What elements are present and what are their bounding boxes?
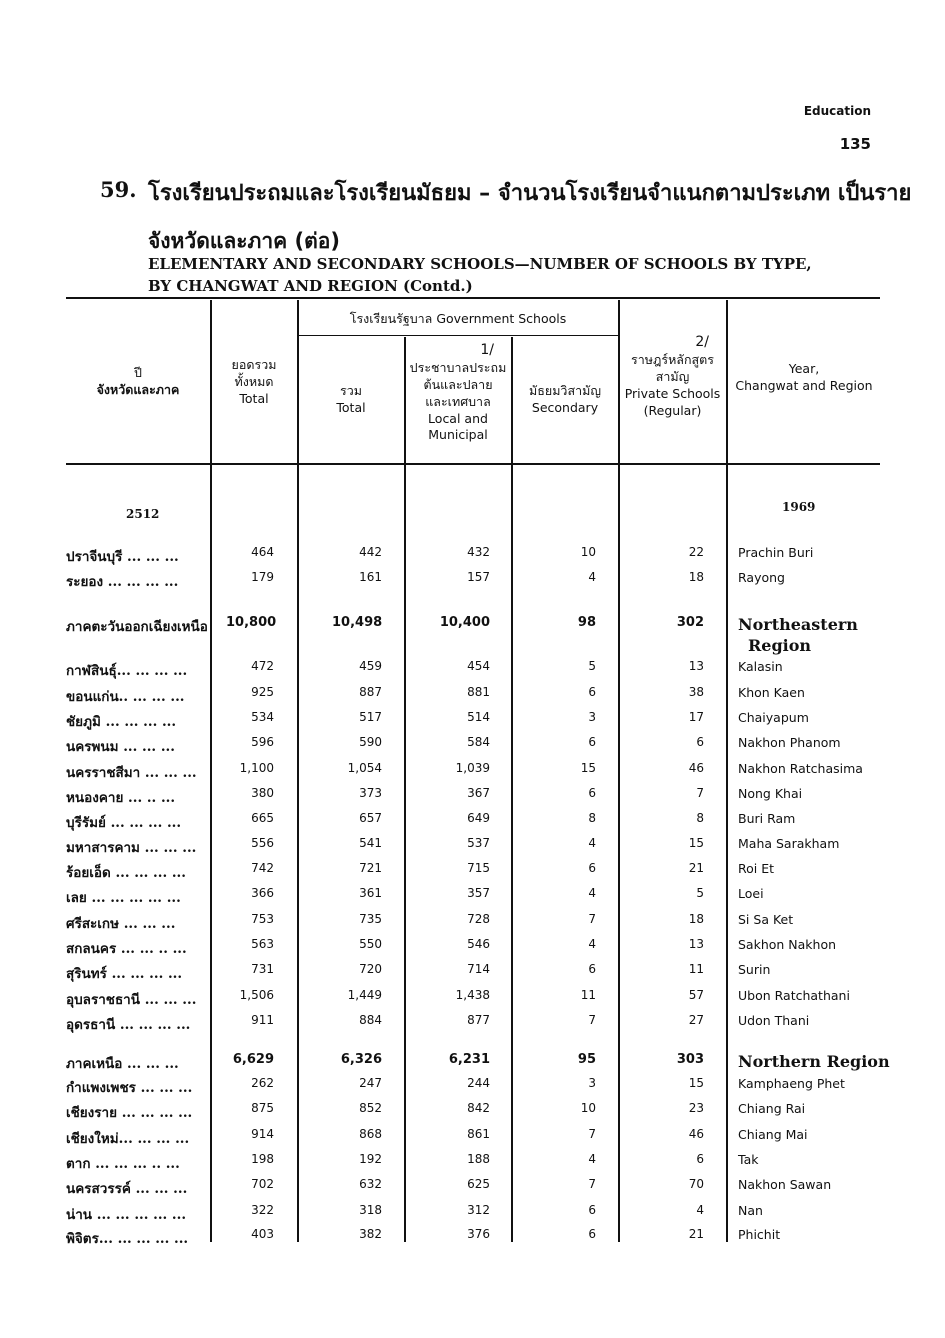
table-row [66,545,880,569]
private-cell: 27 [688,1013,704,1027]
local-municipal-cell: 514 [467,710,490,724]
secondary-cell: 95 [577,1052,596,1067]
local-municipal-cell: 357 [467,886,490,900]
gov-total-cell: 442 [359,545,382,559]
local-thai2: ต้นและปลาย [423,376,493,392]
grand-total-cell: 179 [251,570,274,584]
table-row [66,786,880,810]
table-row [66,1013,880,1037]
changwat-en-label: Changwat and Region [735,377,873,393]
grand-total-cell: 665 [251,811,274,825]
private-cell: 57 [688,988,704,1002]
secondary-cell: 7 [588,1013,596,1027]
changwat-en-cell: Northern Region [738,1052,890,1071]
table-row [66,1203,880,1227]
gov-total-cell: 1,054 [347,761,382,775]
grand-total-thai: ยอดรวม [231,357,277,372]
changwat-thai-cell: กำแพงเพชร ... ... ... [66,1080,193,1096]
changwat-en-cell: Sakhon Nakhon [738,937,837,952]
local-municipal-cell: 728 [467,912,490,926]
grand-total-cell: 464 [251,545,274,559]
grand-total-cell: 753 [251,912,274,926]
changwat-thai-cell: นครราชสีมา ... ... ... [66,765,197,781]
secondary-cell: 98 [577,615,596,630]
secondary-cell: 4 [588,886,596,900]
thai-title-line2: จังหวัดและภาค (ต่อ) [148,229,340,253]
changwat-en-cell: Buri Ram [738,811,796,826]
local-municipal-cell: 157 [467,570,490,584]
gov-total-cell: 887 [359,685,382,699]
private-cell: 21 [688,1227,704,1241]
grand-total-cell: 198 [251,1152,274,1166]
changwat-en-cell: Loei [738,886,764,901]
changwat-en-cell: Chaiyapum [738,710,809,725]
local-thai3: และเทศบาล [425,393,491,409]
changwat-en-cell: Nan [738,1203,763,1218]
region-name-line2: Region [748,635,812,655]
region-row [66,615,880,655]
grand-total-cell: 563 [251,937,274,951]
col-header-gov-group: โรงเรียนรัฐบาล Government Schools [349,311,567,326]
col-header-private [620,333,725,419]
grand-total-cell: 472 [251,659,274,673]
local-municipal-cell: 584 [467,735,490,749]
gov-total-cell: 657 [359,811,382,825]
gov-total-cell: 318 [359,1203,382,1217]
secondary-cell: 4 [588,570,596,584]
page-number: 135 [839,135,871,153]
changwat-thai-cell: สกลนคร ... ... .. ... [66,941,187,957]
private-cell: 38 [688,685,704,699]
changwat-thai-cell: อุดรธานี ... ... ... ... [66,1017,191,1033]
changwat-en-cell: Tak [738,1152,759,1167]
secondary-thai: มัธยมวิสามัญ [529,383,601,398]
changwat-thai-cell: ปราจีนบุรี ... ... ... [66,549,179,565]
private-thai1: ราษฎร์หลักสูตร [630,351,714,367]
table-row [66,886,880,910]
private-thai2: สามัญ [655,368,690,384]
local-municipal-cell: 649 [467,811,490,825]
table-row [66,710,880,734]
gov-total-cell: 161 [359,570,382,584]
changwat-thai-cell: ชัยภูมิ ... ... ... ... [66,714,177,730]
changwat-en-cell: Roi Et [738,861,775,876]
gov-total-cell: 247 [359,1076,382,1090]
local-municipal-cell: 625 [467,1177,490,1191]
secondary-cell: 15 [580,761,596,775]
changwat-thai-cell: ตาก ... ... ... .. ... [66,1156,180,1172]
grand-total-cell: 10,800 [226,615,277,630]
changwat-thai-cell: กาฬสินธุ์... ... ... ... [66,663,188,679]
gov-total-cell: 632 [359,1177,382,1191]
gov-total-en: Total [336,399,366,415]
changwat-thai-cell: ร้อยเอ็ด ... ... ... ... [66,865,186,881]
private-cell: 46 [688,761,704,775]
col-header-changwat-en [728,361,880,395]
grand-total-cell: 366 [251,886,274,900]
english-title-line2: BY CHANGWAT AND REGION (Contd.) [148,277,473,295]
grand-total-cell: 403 [251,1227,274,1241]
grand-total-cell: 925 [251,685,274,699]
local-municipal-cell: 877 [467,1013,490,1027]
secondary-cell: 4 [588,836,596,850]
grand-total-cell: 702 [251,1177,274,1191]
changwat-thai-cell: หนองคาย ... .. ... [66,790,176,806]
schools-table [66,297,890,1247]
private-cell: 18 [688,912,704,926]
changwat-thai-cell: ภาคตะวันออกเฉียงเหนือ [66,619,208,635]
changwat-thai-cell: นครพนม ... ... ... [66,739,175,755]
table-row [66,570,880,594]
changwat-thai-cell: ขอนแก่น.. ... ... ... [66,689,185,705]
local-municipal-cell: 715 [467,861,490,875]
grand-total-cell: 262 [251,1076,274,1090]
private-cell: 4 [696,1203,704,1217]
secondary-cell: 6 [588,786,596,800]
table-row [66,861,880,885]
private-cell: 15 [688,836,704,850]
gov-total-thai: รวม [340,383,362,398]
changwat-en-cell: Nakhon Phanom [738,735,841,750]
changwat-en-cell: Si Sa Ket [738,912,794,927]
table-row [66,1227,880,1251]
changwat-thai-cell: นครสวรรค์ ... ... ... [66,1181,188,1197]
changwat-thai-label: จังหวัดและภาค [96,381,180,397]
changwat-en-cell: Udon Thani [738,1013,810,1028]
secondary-cell: 5 [588,659,596,673]
english-title-line1: ELEMENTARY AND SECONDARY SCHOOLS—NUMBER OF SCHOOLS BY TYPE, [148,255,812,273]
year-thai: 2512 [126,507,160,521]
private-cell: 8 [696,811,704,825]
changwat-en-cell: Ubon Ratchathani [738,988,850,1003]
year-thai-label: ปี [134,365,142,380]
table-row [66,1127,880,1151]
changwat-thai-cell: เชียงราย ... ... ... ... [66,1105,193,1121]
gov-total-cell: 10,498 [332,615,383,630]
private-cell: 5 [696,886,704,900]
private-cell: 18 [688,570,704,584]
local-en1: Local and [428,410,488,426]
private-cell: 302 [676,615,704,630]
grand-total-cell: 596 [251,735,274,749]
private-cell: 46 [688,1127,704,1141]
year-en-label: Year, [788,361,820,376]
gov-total-cell: 6,326 [340,1052,382,1067]
changwat-en-cell: Rayong [738,570,785,585]
secondary-cell: 7 [588,912,596,926]
footnote-2: 2/ [695,334,709,350]
private-cell: 15 [688,1076,704,1090]
changwat-thai-cell: ภาคเหนือ ... ... ... [66,1056,179,1072]
table-number: 59. [100,177,137,202]
secondary-cell: 8 [588,811,596,825]
table-row [66,811,880,835]
local-municipal-cell: 367 [467,786,490,800]
changwat-en-cell: Surin [738,962,771,977]
secondary-cell: 7 [588,1127,596,1141]
thai-title-line1: โรงเรียนประถมและโรงเรียนมัธยม – จำนวนโรงเรียนจำแนกตามประเภท เป็นราย [148,181,912,206]
secondary-cell: 6 [588,685,596,699]
local-municipal-cell: 842 [467,1101,490,1115]
col-header-local [406,341,510,444]
gov-total-cell: 721 [359,861,382,875]
local-municipal-cell: 1,438 [455,988,490,1002]
grand-total-cell: 6,629 [232,1052,274,1067]
year-en: 1969 [782,500,816,514]
grand-total-cell: 914 [251,1127,274,1141]
table-row [66,962,880,986]
gov-total-cell: 852 [359,1101,382,1115]
secondary-cell: 10 [580,1101,596,1115]
grand-total-cell: 875 [251,1101,274,1115]
gov-total-cell: 1,449 [347,988,382,1002]
secondary-cell: 4 [588,937,596,951]
local-municipal-cell: 454 [467,659,490,673]
local-municipal-cell: 714 [467,962,490,976]
local-municipal-cell: 537 [467,836,490,850]
col-header-secondary [513,383,617,417]
grand-total-cell: 556 [251,836,274,850]
local-municipal-cell: 546 [467,937,490,951]
changwat-en-cell: Nakhon Sawan [738,1177,832,1192]
table-row [66,836,880,860]
changwat-thai-cell: มหาสารคาม ... ... ... [66,840,197,856]
grand-total-cell: 1,100 [239,761,274,775]
changwat-thai-cell: สุรินทร์ ... ... ... ... [66,966,183,982]
local-municipal-cell: 1,039 [455,761,490,775]
gov-group-rule [298,335,618,336]
changwat-en-cell: Phichit [738,1227,781,1242]
gov-total-cell: 361 [359,886,382,900]
private-cell: 22 [688,545,704,559]
gov-total-cell: 459 [359,659,382,673]
secondary-cell: 6 [588,1227,596,1241]
changwat-en-cell: Kalasin [738,659,783,674]
table-row [66,761,880,785]
private-cell: 70 [688,1177,704,1191]
private-cell: 21 [688,861,704,875]
changwat-thai-cell: พิจิตร... ... ... ... ... [66,1231,189,1247]
secondary-cell: 11 [580,988,596,1002]
table-row [66,685,880,709]
grand-total-cell: 911 [251,1013,274,1027]
table-row [66,912,880,936]
col-header-grand-total [212,357,296,408]
grand-total-en: Total [239,390,269,406]
grand-total-cell: 1,506 [239,988,274,1002]
changwat-en-cell: Kamphaeng Phet [738,1076,845,1091]
table-row [66,735,880,759]
gov-total-cell: 550 [359,937,382,951]
secondary-cell: 3 [588,710,596,724]
gov-total-cell: 373 [359,786,382,800]
table-row [66,937,880,961]
section-title: Education [803,104,871,118]
local-municipal-cell: 244 [467,1076,490,1090]
table-row [66,659,880,683]
local-municipal-cell: 312 [467,1203,490,1217]
changwat-thai-cell: ระยอง ... ... ... ... [66,574,179,590]
table-row [66,988,880,1012]
local-municipal-cell: 10,400 [439,615,490,630]
grand-total-cell: 742 [251,861,274,875]
grand-total-cell: 534 [251,710,274,724]
secondary-cell: 6 [588,861,596,875]
header-bottom-rule [66,463,880,465]
gov-total-cell: 192 [359,1152,382,1166]
changwat-thai-cell: อุบลราชธานี ... ... ... [66,992,197,1008]
secondary-en: Secondary [531,399,599,415]
secondary-cell: 7 [588,1177,596,1191]
changwat-thai-cell: เลย ... ... ... ... ... [66,890,181,906]
private-cell: 23 [688,1101,704,1115]
grand-total-cell: 322 [251,1203,274,1217]
region-row [66,1052,890,1076]
region-name-line1: Northeastern [738,615,858,634]
local-municipal-cell: 6,231 [448,1052,490,1067]
gov-total-cell: 868 [359,1127,382,1141]
col-header-changwat-thai [66,365,210,399]
changwat-en-cell: Maha Sarakham [738,836,840,851]
changwat-thai-cell: น่าน ... ... ... ... ... [66,1207,187,1223]
local-municipal-cell: 188 [467,1152,490,1166]
grand-total-thai2: ทั้งหมด [234,373,274,389]
secondary-cell: 4 [588,1152,596,1166]
private-cell: 303 [676,1052,704,1067]
private-cell: 17 [688,710,704,724]
changwat-en-cell: Nakhon Ratchasima [738,761,863,776]
private-en1: Private Schools [624,385,721,401]
gov-total-cell: 382 [359,1227,382,1241]
table-row [66,1101,880,1125]
changwat-thai-cell: ศรีสะเกษ ... ... ... [66,916,176,932]
private-cell: 6 [696,735,704,749]
table-top-rule [66,297,880,299]
changwat-thai-cell: บุรีรัมย์ ... ... ... ... [66,815,182,831]
gov-total-cell: 590 [359,735,382,749]
table-row [66,1177,880,1201]
col-header-gov-total [298,383,404,417]
grand-total-cell: 380 [251,786,274,800]
local-municipal-cell: 861 [467,1127,490,1141]
changwat-en-cell: Chiang Mai [738,1127,808,1142]
secondary-cell: 6 [588,1203,596,1217]
gov-total-cell: 720 [359,962,382,976]
gov-total-cell: 541 [359,836,382,850]
secondary-cell: 6 [588,735,596,749]
changwat-en-cell: Khon Kaen [738,685,805,700]
gov-total-cell: 735 [359,912,382,926]
grand-total-cell: 731 [251,962,274,976]
private-cell: 13 [688,659,704,673]
gov-total-cell: 884 [359,1013,382,1027]
table-row [66,1152,880,1176]
private-cell: 13 [688,937,704,951]
local-en2: Municipal [428,427,488,443]
gov-total-cell: 517 [359,710,382,724]
secondary-cell: 10 [580,545,596,559]
private-en2: (Regular) [643,402,702,418]
secondary-cell: 3 [588,1076,596,1090]
table-row [66,1076,880,1100]
local-municipal-cell: 881 [467,685,490,699]
footnote-1: 1/ [480,342,494,358]
private-cell: 11 [688,962,704,976]
private-cell: 6 [696,1152,704,1166]
secondary-cell: 6 [588,962,596,976]
private-cell: 7 [696,786,704,800]
changwat-en-cell [738,615,858,657]
changwat-en-cell: Chiang Rai [738,1101,806,1116]
local-municipal-cell: 432 [467,545,490,559]
changwat-thai-cell: เชียงใหม่... ... ... ... [66,1131,190,1147]
changwat-en-cell: Prachin Buri [738,545,814,560]
local-municipal-cell: 376 [467,1227,490,1241]
changwat-en-cell: Nong Khai [738,786,803,801]
local-thai1: ประชาบาลประถม [409,359,507,375]
